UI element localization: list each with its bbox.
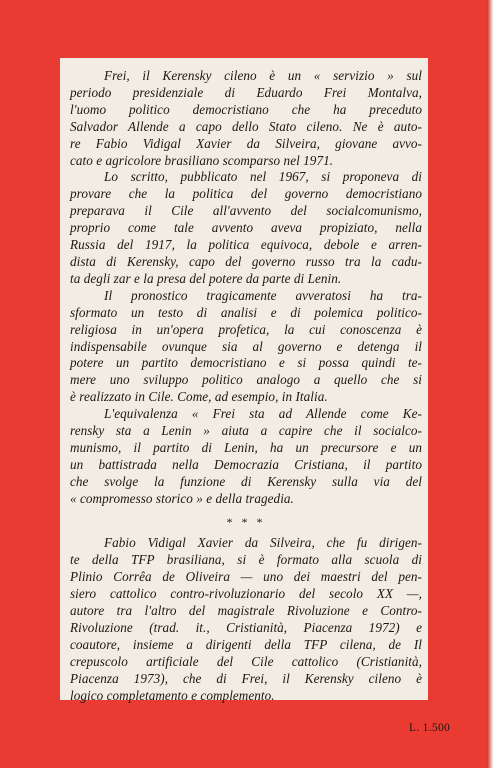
text-line: religiosa in un'opera profetica, la cui conoscenza è bbox=[70, 321, 422, 337]
text-line: Plinio Corrêa de Oliveira — uno dei maestri del pen- bbox=[70, 568, 422, 584]
text-line: preparava il Cile all'avvento del socialcomunismo, bbox=[70, 203, 422, 219]
text-line: Fabio Vidigal Xavier da Silveira, che fu dirigen- bbox=[104, 534, 422, 550]
text-line: autore tra l'altro del magistrale Rivoluzione e Contro- bbox=[70, 602, 422, 618]
blurb-panel bbox=[60, 58, 428, 704]
text-line: proprio come tale avvento aveva propiziato, nella bbox=[70, 220, 422, 236]
text-line: mere uno sviluppo politico analogo a quello che si bbox=[70, 372, 422, 388]
text-line: Frei, il Kerensky cileno è un « servizio » sul bbox=[104, 68, 422, 83]
bio-paragraph bbox=[70, 534, 422, 705]
text-line: rensky sta a Lenin » aiuta a capire che il socialco- bbox=[70, 423, 422, 439]
text-line: cato e agricolore brasiliano scomparso nel 1971. bbox=[70, 152, 334, 168]
text-line: Salvador Allende a capo dello Stato cileno. Ne è auto- bbox=[70, 118, 422, 134]
text-line: « compromesso storico » e della tragedia. bbox=[70, 490, 294, 506]
text-line: l'uomo politico democristiano che ha preceduto bbox=[70, 101, 422, 117]
text-line: siero cattolico contro-rivoluzionario del secolo XX —, bbox=[70, 585, 422, 601]
text-line: munismo, il partito di Lenin, ha un precursore e un bbox=[70, 439, 422, 455]
cover-edge bbox=[487, 0, 493, 768]
text-line: Lo scritto, pubblicato nel 1967, si proponeva di bbox=[104, 169, 422, 185]
paragraph-4 bbox=[70, 406, 422, 507]
text-line: te della TFP brasiliana, si è formato alla scuola di bbox=[70, 551, 422, 567]
price-label: L. 1.500 bbox=[409, 722, 451, 734]
text-line: un battistrada nella Democrazia Cristiana, il partito bbox=[70, 456, 422, 472]
text-line: L'equivalenza « Frei sta ad Allende come Ke- bbox=[104, 406, 422, 422]
intro-text bbox=[70, 68, 422, 508]
text-line: provare che la politica del governo democristiano bbox=[70, 186, 422, 202]
text-line: che svolge la funzione di Kerensky sulla via del bbox=[70, 473, 422, 489]
text-line: potere un partito democristiano e si possa quindi te- bbox=[70, 355, 422, 371]
text-line: crepuscolo artificiale del Cile cattolico (Cristianità, bbox=[70, 654, 422, 670]
text-line: Rivoluzione (trad. it., Cristianità, Piacenza 1972) e bbox=[70, 620, 422, 636]
text-line: è realizzato in Cile. Come, ad esempio, in Italia. bbox=[70, 389, 328, 405]
text-line: sformato un testo di analisi e di polemica politico- bbox=[70, 304, 422, 320]
text-line: periodo presidenziale di Eduardo Frei Montalva, bbox=[70, 84, 422, 100]
text-line: coautore, insieme a dirigenti della TFP cilena, de Il bbox=[70, 637, 422, 653]
paragraph-1 bbox=[70, 68, 422, 169]
text-line: logico completamento e complemento. bbox=[70, 688, 275, 704]
paragraph-2 bbox=[70, 169, 422, 287]
text-line: dista di Kerensky, capo del governo russo tra la cadu- bbox=[70, 253, 422, 269]
section-separator: * * * bbox=[226, 514, 266, 529]
text-line: re Fabio Vidigal Xavier da Silveira, giovane avvo- bbox=[70, 135, 422, 151]
author-bio bbox=[70, 534, 422, 705]
text-line: Piacenza 1973), che di Frei, il Kerensky cileno è bbox=[70, 671, 422, 687]
text-line: ta degli zar e la presa del potere da parte di Lenin. bbox=[70, 270, 342, 286]
text-line: Russia del 1917, la politica equivoca, debole e arren- bbox=[70, 237, 422, 253]
text-line: Il pronostico tragicamente avveratosi ha tra- bbox=[104, 287, 422, 303]
text-line: indispensabile ovunque sia al governo e detenga il bbox=[70, 338, 422, 354]
paragraph-3 bbox=[70, 288, 422, 406]
